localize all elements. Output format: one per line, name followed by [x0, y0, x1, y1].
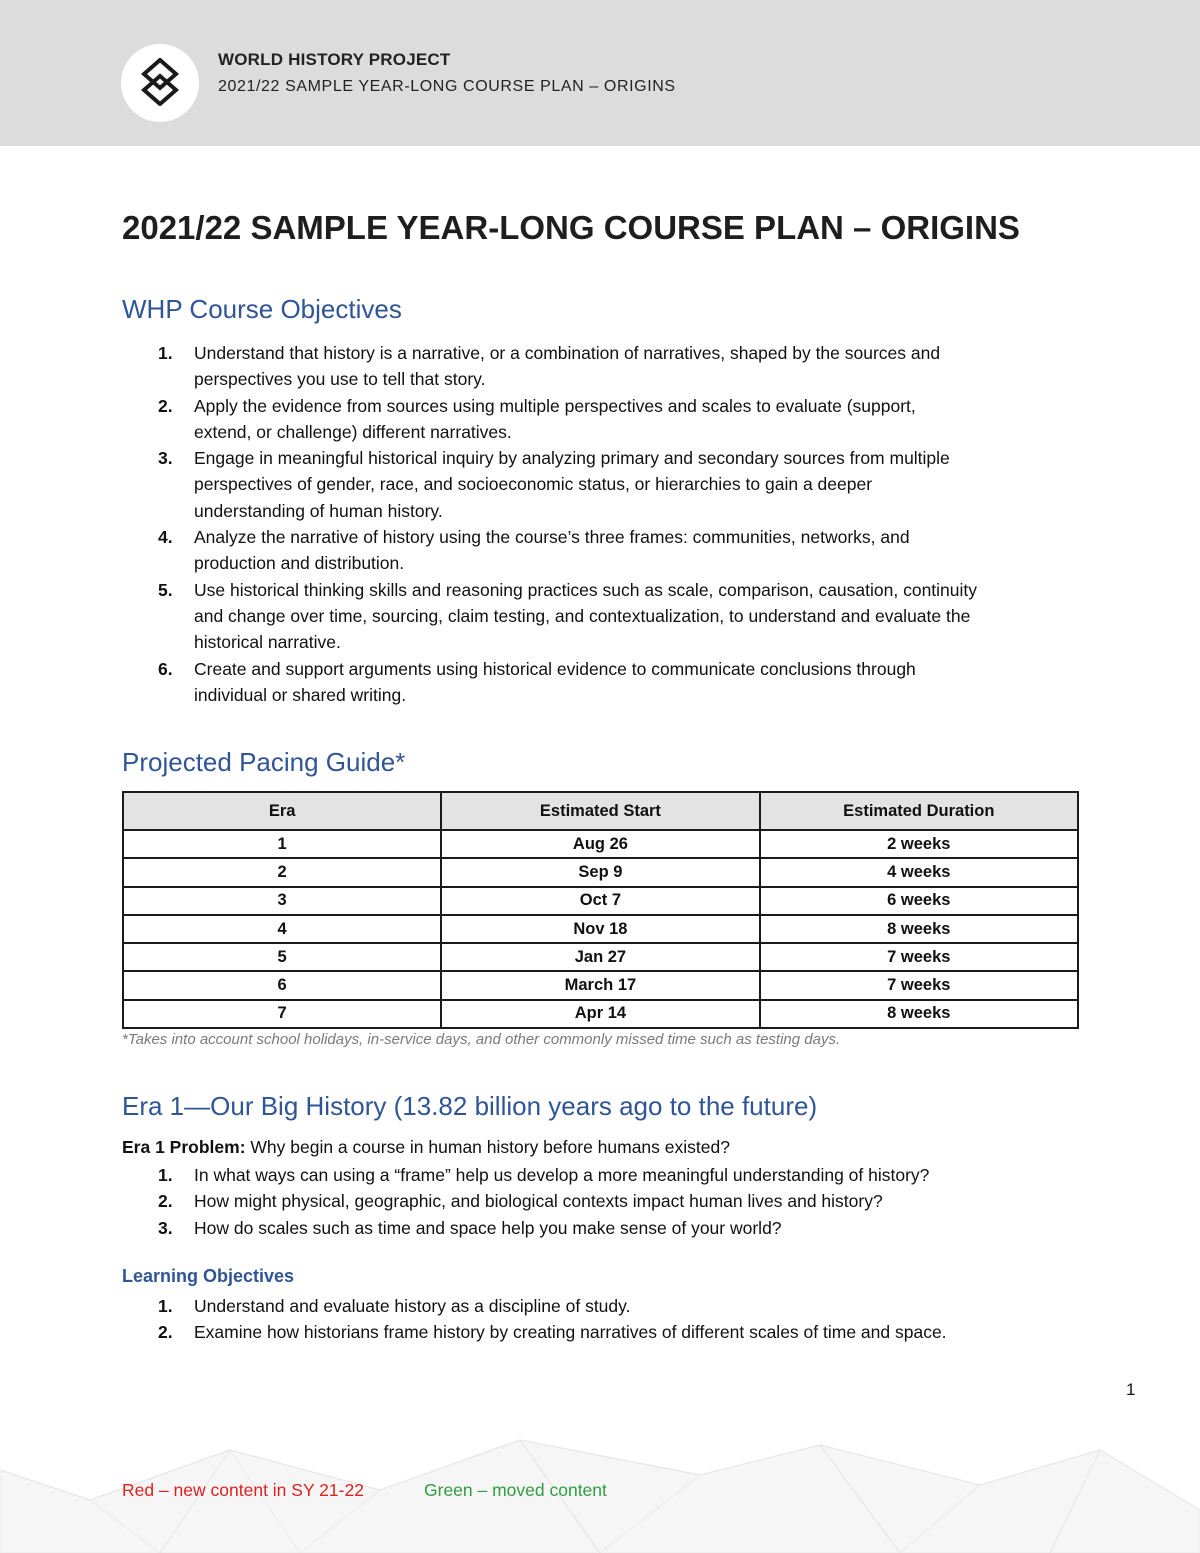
- table-row: [123, 1000, 1078, 1028]
- legend-new-content: Red – new content in SY 21-22: [122, 1480, 364, 1500]
- objectives-heading: WHP Course Objectives: [122, 294, 402, 324]
- table-cell: 8 weeks: [760, 1000, 1078, 1028]
- list-item: [122, 340, 1102, 393]
- list-item-text: perspectives of gender, race, and socioeconomic status, or hierarchies to gain a deeper: [194, 474, 873, 495]
- list-item-number: 3.: [158, 1217, 173, 1238]
- list-item: [122, 1162, 1102, 1188]
- list-item-text: historical narrative.: [194, 632, 341, 653]
- list-item-text: extend, or challenge) different narratives.: [194, 421, 512, 442]
- era1-questions-list: [122, 1162, 1102, 1241]
- table-cell: 7: [123, 1000, 441, 1028]
- list-item-text: In what ways can using a “frame” help us develop a more meaningful understanding of history?: [194, 1165, 930, 1185]
- org-name: WORLD HISTORY PROJECT: [218, 50, 451, 69]
- list-item-number: 4.: [158, 527, 173, 548]
- era1-problem-label: Era 1 Problem:: [122, 1137, 246, 1157]
- table-cell: Oct 7: [441, 887, 759, 915]
- learning-objectives-heading: Learning Objectives: [122, 1266, 295, 1286]
- pacing-heading: Projected Pacing Guide*: [122, 747, 406, 777]
- list-item-number: 1.: [158, 1165, 173, 1185]
- list-item-text: Apply the evidence from sources using multiple perspectives and scales to evaluate (support,: [194, 395, 916, 416]
- list-item-number: 3.: [158, 448, 173, 469]
- list-item-text: Use historical thinking skills and reasoning practices such as scale, comparison, causation, continuity: [194, 579, 978, 600]
- list-item-number: 6.: [158, 658, 173, 679]
- page-title: 2021/22 SAMPLE YEAR-LONG COURSE PLAN – ORIGINS: [122, 209, 1020, 246]
- whp-logo-icon: [140, 58, 180, 106]
- learning-objectives-list: [122, 1293, 1102, 1346]
- list-item-text: and change over time, sourcing, claim testing, and contextualization, to understand and evaluate the: [194, 605, 971, 626]
- list-item-text: How might physical, geographic, and biological contexts impact human lives and history?: [194, 1191, 883, 1212]
- table-cell: 8 weeks: [760, 915, 1078, 943]
- list-item-text: Analyze the narrative of history using the course’s three frames: communities, networks, and: [194, 527, 910, 548]
- logo-badge: [121, 44, 199, 122]
- table-cell: 1: [123, 830, 441, 858]
- table-cell: 2: [123, 858, 441, 886]
- list-item: [122, 656, 1102, 709]
- page-number: 1: [1126, 1380, 1136, 1399]
- table-cell: Aug 26: [441, 830, 759, 858]
- list-item: [122, 524, 1102, 577]
- header-band: [0, 0, 1200, 146]
- table-cell: Jan 27: [441, 943, 759, 971]
- table-cell: 6 weeks: [760, 887, 1078, 915]
- table-row: [123, 971, 1078, 999]
- list-item-number: 2.: [158, 1322, 173, 1343]
- table-row: [123, 858, 1078, 886]
- list-item-number: 5.: [158, 579, 173, 600]
- column-header: Era: [123, 792, 441, 830]
- table-cell: March 17: [441, 971, 759, 999]
- list-item-text: Engage in meaningful historical inquiry by analyzing primary and secondary sources from multiple: [194, 448, 950, 469]
- list-item: [122, 577, 1102, 656]
- list-item-text: understanding of human history.: [194, 500, 443, 521]
- table-row: [123, 943, 1078, 971]
- list-item-text: Create and support arguments using historical evidence to communicate conclusions through: [194, 658, 916, 679]
- list-item: [122, 1293, 1102, 1319]
- list-item-number: 2.: [158, 1191, 173, 1212]
- table-cell: Nov 18: [441, 915, 759, 943]
- era1-problem-text: Why begin a course in human history before humans existed?: [245, 1137, 730, 1157]
- table-cell: 7 weeks: [760, 971, 1078, 999]
- table-cell: 6: [123, 971, 441, 999]
- table-row: [123, 887, 1078, 915]
- table-header-row: [123, 792, 1078, 830]
- table-cell: 2 weeks: [760, 830, 1078, 858]
- objectives-list: [122, 340, 1102, 708]
- table-row: [123, 915, 1078, 943]
- list-item: [122, 393, 1102, 446]
- era1-problem: [122, 1137, 730, 1158]
- list-item-text: production and distribution.: [194, 553, 405, 574]
- era1-heading: Era 1—Our Big History (13.82 billion years ago to the future): [122, 1091, 818, 1121]
- list-item-text: perspectives you use to tell that story.: [194, 369, 486, 390]
- pacing-footnote: *Takes into account school holidays, in-service days, and other commonly missed time such as testing days.: [122, 1031, 841, 1048]
- list-item-text: individual or shared writing.: [194, 684, 407, 705]
- pacing-table: [122, 791, 1079, 1029]
- table-cell: 7 weeks: [760, 943, 1078, 971]
- list-item-text: How do scales such as time and space help you make sense of your world?: [194, 1217, 782, 1238]
- list-item: [122, 1188, 1102, 1214]
- table-cell: 3: [123, 887, 441, 915]
- list-item-number: 1.: [158, 1296, 173, 1316]
- header-subtitle: 2021/22 SAMPLE YEAR-LONG COURSE PLAN – ORIGINS: [218, 78, 676, 95]
- list-item: [122, 445, 1102, 524]
- legend-moved-content: Green – moved content: [424, 1480, 607, 1500]
- list-item-number: 2.: [158, 395, 173, 416]
- table-row: [123, 830, 1078, 858]
- list-item-number: 1.: [158, 343, 173, 363]
- list-item-text: Examine how historians frame history by creating narratives of different scales of time and space.: [194, 1322, 947, 1343]
- list-item-text: Understand that history is a narrative, or a combination of narratives, shaped by the sources and: [194, 343, 941, 363]
- list-item: [122, 1319, 1102, 1345]
- table-cell: 4: [123, 915, 441, 943]
- table-cell: 5: [123, 943, 441, 971]
- table-cell: Apr 14: [441, 1000, 759, 1028]
- column-header: Estimated Start: [441, 792, 759, 830]
- column-header: Estimated Duration: [760, 792, 1078, 830]
- list-item: [122, 1215, 1102, 1241]
- table-cell: 4 weeks: [760, 858, 1078, 886]
- list-item-text: Understand and evaluate history as a discipline of study.: [194, 1296, 631, 1316]
- table-cell: Sep 9: [441, 858, 759, 886]
